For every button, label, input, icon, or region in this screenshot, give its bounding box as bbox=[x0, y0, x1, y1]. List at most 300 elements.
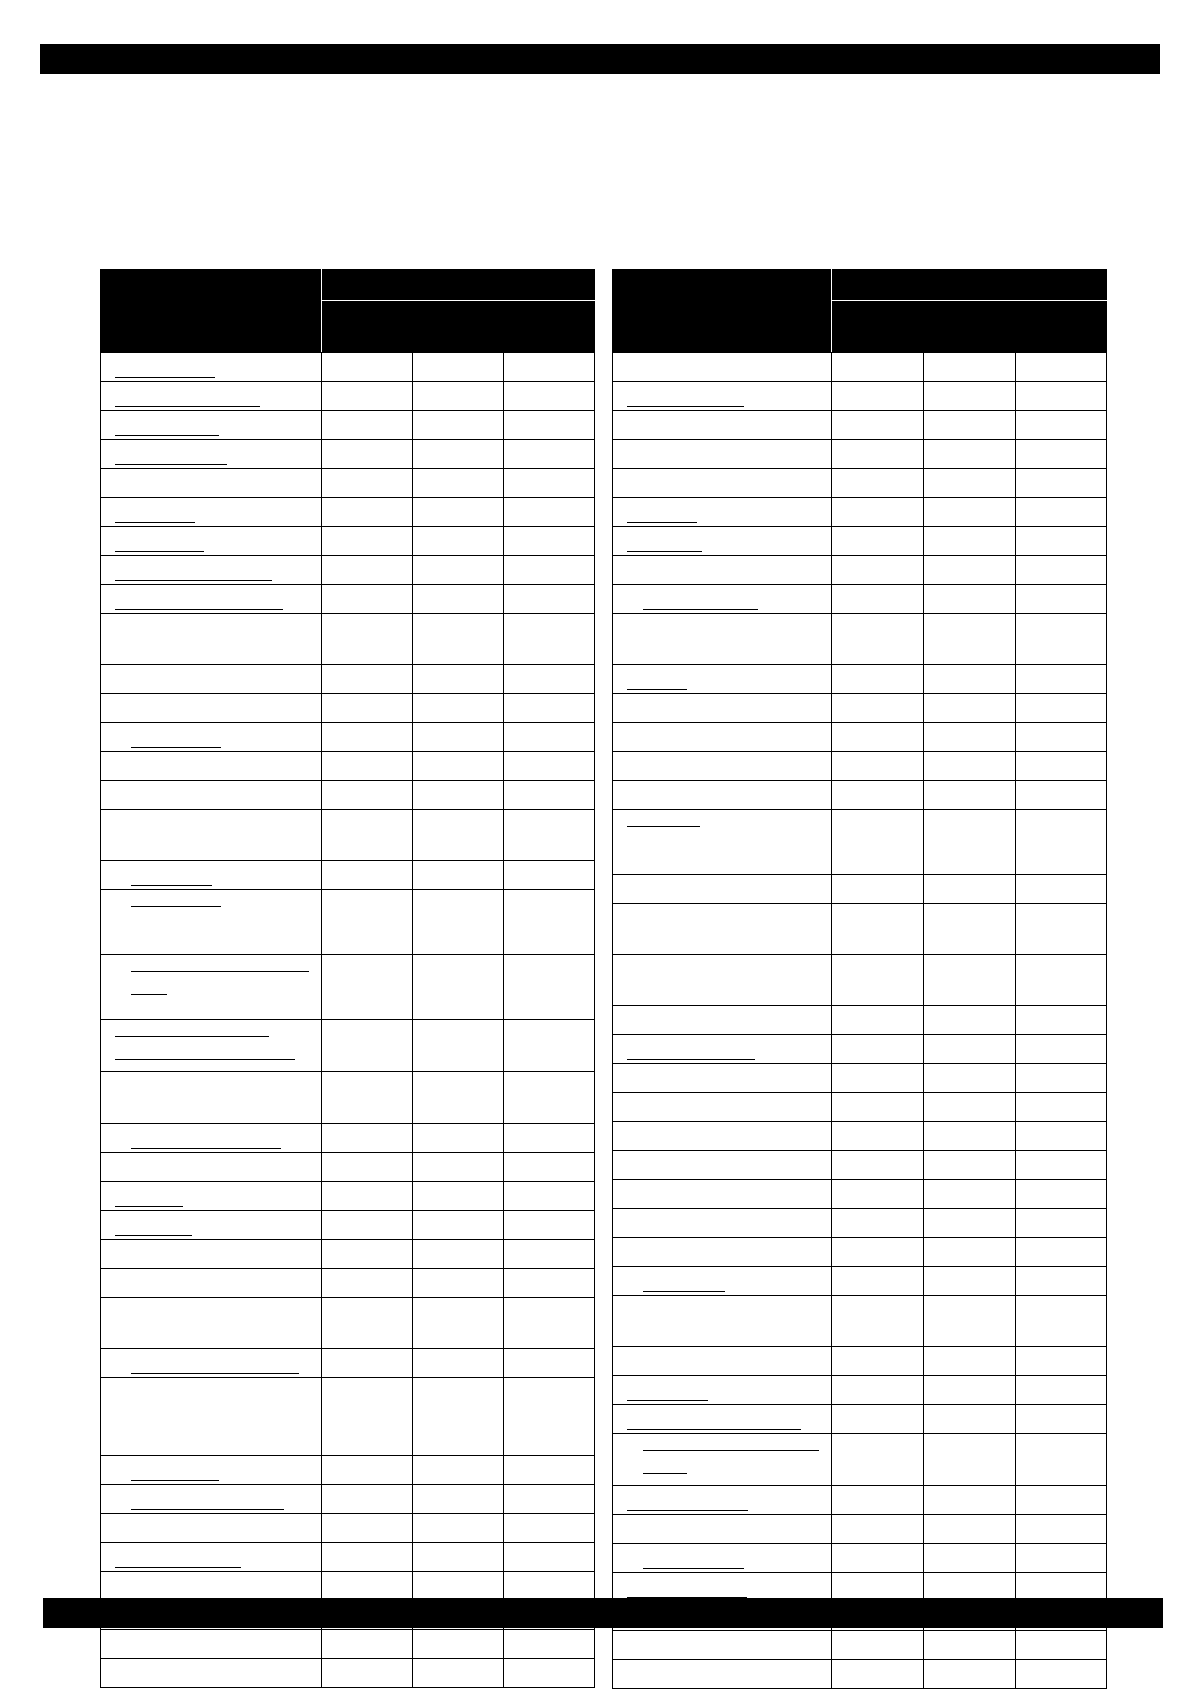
table-cell bbox=[504, 1485, 595, 1514]
row-link[interactable] bbox=[115, 377, 215, 378]
table-row bbox=[613, 1544, 1107, 1573]
table-cell bbox=[1016, 353, 1107, 382]
row-link[interactable] bbox=[627, 689, 687, 690]
table-row bbox=[613, 1035, 1107, 1064]
row-name[interactable] bbox=[101, 440, 322, 469]
row-name[interactable] bbox=[101, 1543, 322, 1572]
table-cell bbox=[1016, 665, 1107, 694]
row-link[interactable] bbox=[627, 1400, 708, 1401]
row-link[interactable] bbox=[627, 1510, 748, 1511]
table-row bbox=[101, 723, 595, 752]
table-cell bbox=[832, 1238, 924, 1267]
header-col-1 bbox=[322, 301, 413, 353]
table-cell bbox=[504, 1182, 595, 1211]
row-name[interactable] bbox=[101, 1020, 322, 1072]
row-link[interactable] bbox=[115, 580, 272, 581]
table-cell bbox=[924, 810, 1016, 875]
table-cell bbox=[1016, 498, 1107, 527]
table-cell bbox=[924, 1064, 1016, 1093]
table-cell bbox=[413, 1298, 504, 1349]
table-cell bbox=[1016, 469, 1107, 498]
table-cell bbox=[832, 382, 924, 411]
table-cell bbox=[1016, 1486, 1107, 1515]
table-cell bbox=[504, 1072, 595, 1124]
table-cell bbox=[924, 1347, 1016, 1376]
table-cell bbox=[832, 1296, 924, 1347]
table-cell bbox=[1016, 1631, 1107, 1660]
table-cell bbox=[1016, 1347, 1107, 1376]
row-name bbox=[613, 469, 832, 498]
row-link[interactable] bbox=[115, 464, 227, 465]
row-link[interactable] bbox=[131, 1373, 299, 1374]
table-cell bbox=[832, 1486, 924, 1515]
row-name[interactable] bbox=[613, 1486, 832, 1515]
row-link[interactable] bbox=[115, 1206, 183, 1207]
row-name[interactable] bbox=[101, 1349, 322, 1378]
table-cell bbox=[924, 1631, 1016, 1660]
table-cell bbox=[504, 1630, 595, 1659]
row-link[interactable] bbox=[115, 406, 260, 407]
row-link[interactable] bbox=[627, 1429, 801, 1430]
table-cell bbox=[413, 1124, 504, 1153]
row-link[interactable] bbox=[131, 971, 309, 972]
row-link[interactable] bbox=[627, 406, 744, 407]
row-name bbox=[101, 1153, 322, 1182]
table-cell bbox=[832, 1434, 924, 1486]
table-row bbox=[613, 1093, 1107, 1122]
table-row bbox=[613, 1434, 1107, 1486]
row-name bbox=[613, 1180, 832, 1209]
table-cell bbox=[924, 1122, 1016, 1151]
header-col-1 bbox=[832, 301, 924, 353]
table-row bbox=[613, 904, 1107, 955]
table-cell bbox=[322, 1572, 413, 1601]
row-name[interactable] bbox=[101, 556, 322, 585]
table-row bbox=[101, 614, 595, 665]
table-row bbox=[101, 353, 595, 382]
table-cell bbox=[924, 875, 1016, 904]
table-cell bbox=[504, 1378, 595, 1456]
table-cell bbox=[322, 1485, 413, 1514]
row-link[interactable] bbox=[643, 1291, 725, 1292]
table-cell bbox=[413, 614, 504, 665]
row-name bbox=[101, 1072, 322, 1124]
table-cell bbox=[322, 498, 413, 527]
table-cell bbox=[832, 810, 924, 875]
row-link[interactable] bbox=[131, 885, 212, 886]
row-name[interactable] bbox=[613, 1544, 832, 1573]
table-cell bbox=[924, 1006, 1016, 1035]
table-cell bbox=[832, 1209, 924, 1238]
table-row bbox=[613, 810, 1107, 875]
table-cell bbox=[832, 585, 924, 614]
table-cell bbox=[1016, 1064, 1107, 1093]
table-row bbox=[613, 382, 1107, 411]
row-link[interactable] bbox=[131, 1148, 281, 1149]
row-name bbox=[613, 1660, 832, 1689]
table-cell bbox=[504, 585, 595, 614]
table-cell bbox=[1016, 1180, 1107, 1209]
table-cell bbox=[832, 1122, 924, 1151]
row-name bbox=[613, 752, 832, 781]
table-row bbox=[101, 955, 595, 1020]
table-row bbox=[613, 1296, 1107, 1347]
row-link[interactable] bbox=[627, 551, 702, 552]
table-cell bbox=[322, 1630, 413, 1659]
table-cell bbox=[1016, 1434, 1107, 1486]
row-name[interactable] bbox=[613, 810, 832, 875]
row-name[interactable] bbox=[613, 382, 832, 411]
table-row bbox=[101, 1349, 595, 1378]
header-name-cell bbox=[101, 270, 322, 353]
row-name bbox=[101, 1378, 322, 1456]
table-cell bbox=[832, 1267, 924, 1296]
table-row bbox=[613, 1122, 1107, 1151]
table-cell bbox=[413, 1240, 504, 1269]
table-cell bbox=[322, 411, 413, 440]
table-cell bbox=[413, 1456, 504, 1485]
row-name bbox=[613, 614, 832, 665]
row-name[interactable] bbox=[101, 890, 322, 955]
table-cell bbox=[924, 1660, 1016, 1689]
row-name[interactable] bbox=[101, 498, 322, 527]
table-cell bbox=[413, 382, 504, 411]
row-name[interactable] bbox=[101, 1456, 322, 1485]
table-cell bbox=[504, 665, 595, 694]
table-cell bbox=[832, 1660, 924, 1689]
row-name bbox=[613, 1209, 832, 1238]
table-row bbox=[613, 781, 1107, 810]
table-cell bbox=[322, 1456, 413, 1485]
table-cell bbox=[322, 1269, 413, 1298]
table-cell bbox=[924, 1209, 1016, 1238]
row-name bbox=[613, 955, 832, 1006]
row-name bbox=[101, 665, 322, 694]
table-row bbox=[613, 1267, 1107, 1296]
table-cell bbox=[322, 527, 413, 556]
row-name[interactable] bbox=[613, 665, 832, 694]
row-link[interactable] bbox=[643, 609, 758, 610]
row-link[interactable] bbox=[627, 1059, 755, 1060]
row-name[interactable] bbox=[613, 1267, 832, 1296]
table-cell bbox=[322, 1378, 413, 1456]
table-cell bbox=[413, 1378, 504, 1456]
table-cell bbox=[322, 1240, 413, 1269]
header-name-cell bbox=[613, 270, 832, 353]
row-name[interactable] bbox=[101, 1211, 322, 1240]
table-row bbox=[613, 1376, 1107, 1405]
table-cell bbox=[413, 353, 504, 382]
table-row bbox=[101, 440, 595, 469]
table-cell bbox=[832, 353, 924, 382]
table-cell bbox=[413, 1485, 504, 1514]
header-col-3 bbox=[504, 301, 595, 353]
parts-table-right bbox=[612, 269, 1107, 1689]
table-cell bbox=[504, 382, 595, 411]
row-name bbox=[613, 1064, 832, 1093]
row-link[interactable] bbox=[643, 1450, 819, 1451]
table-cell bbox=[1016, 1035, 1107, 1064]
row-name[interactable] bbox=[101, 527, 322, 556]
row-link[interactable] bbox=[115, 609, 283, 610]
table-cell bbox=[504, 556, 595, 585]
table-cell bbox=[504, 1456, 595, 1485]
table-cell bbox=[413, 469, 504, 498]
table-cell bbox=[924, 1376, 1016, 1405]
table-row bbox=[101, 890, 595, 955]
table-cell bbox=[413, 665, 504, 694]
row-link[interactable] bbox=[115, 435, 219, 436]
row-name bbox=[613, 1151, 832, 1180]
row-name[interactable] bbox=[613, 498, 832, 527]
table-cell bbox=[322, 694, 413, 723]
table-row bbox=[101, 861, 595, 890]
table-cell bbox=[504, 1211, 595, 1240]
row-name bbox=[613, 723, 832, 752]
table-cell bbox=[832, 1347, 924, 1376]
table-cell bbox=[832, 527, 924, 556]
row-name[interactable] bbox=[613, 1405, 832, 1434]
table-cell bbox=[1016, 1267, 1107, 1296]
table-row bbox=[613, 665, 1107, 694]
table-cell bbox=[1016, 955, 1107, 1006]
table-cell bbox=[1016, 1405, 1107, 1434]
table-cell bbox=[832, 875, 924, 904]
table-cell bbox=[1016, 694, 1107, 723]
table-cell bbox=[322, 890, 413, 955]
row-name[interactable] bbox=[101, 861, 322, 890]
table-row bbox=[613, 1405, 1107, 1434]
table-row bbox=[613, 527, 1107, 556]
table-cell bbox=[504, 440, 595, 469]
table-row bbox=[101, 1153, 595, 1182]
table-cell bbox=[413, 1153, 504, 1182]
table-cell bbox=[322, 955, 413, 1020]
table-row bbox=[101, 382, 595, 411]
table-row bbox=[101, 1572, 595, 1601]
table-cell bbox=[322, 1182, 413, 1211]
table-cell bbox=[1016, 382, 1107, 411]
row-name[interactable] bbox=[101, 1182, 322, 1211]
table-cell bbox=[1016, 585, 1107, 614]
table-row bbox=[101, 1514, 595, 1543]
table-cell bbox=[1016, 1660, 1107, 1689]
row-name bbox=[101, 810, 322, 861]
table-cell bbox=[832, 411, 924, 440]
header-col-2 bbox=[413, 301, 504, 353]
table-row bbox=[101, 810, 595, 861]
table-cell bbox=[832, 1515, 924, 1544]
table-cell bbox=[924, 1267, 1016, 1296]
row-link[interactable] bbox=[131, 906, 221, 907]
row-link[interactable] bbox=[643, 1568, 744, 1569]
table-cell bbox=[924, 614, 1016, 665]
table-cell bbox=[504, 890, 595, 955]
row-name[interactable] bbox=[613, 585, 832, 614]
table-cell bbox=[504, 1349, 595, 1378]
table-cell bbox=[924, 1434, 1016, 1486]
table-cell bbox=[1016, 781, 1107, 810]
row-name bbox=[101, 614, 322, 665]
table-row bbox=[101, 498, 595, 527]
row-link[interactable] bbox=[115, 1235, 192, 1236]
table-row bbox=[101, 1240, 595, 1269]
row-name bbox=[613, 353, 832, 382]
table-cell bbox=[322, 353, 413, 382]
table-cell bbox=[832, 1544, 924, 1573]
table-cell bbox=[322, 1124, 413, 1153]
footer-bar bbox=[43, 1598, 1163, 1628]
row-link[interactable] bbox=[627, 522, 697, 523]
table-cell bbox=[832, 665, 924, 694]
row-name[interactable] bbox=[101, 723, 322, 752]
row-link[interactable] bbox=[115, 1036, 269, 1037]
table-cell bbox=[322, 1514, 413, 1543]
row-name bbox=[613, 1631, 832, 1660]
table-cell bbox=[1016, 1006, 1107, 1035]
table-cell bbox=[832, 694, 924, 723]
row-name bbox=[101, 1514, 322, 1543]
table-cell bbox=[413, 861, 504, 890]
row-name bbox=[613, 1006, 832, 1035]
row-name bbox=[613, 440, 832, 469]
table-row bbox=[613, 1515, 1107, 1544]
table-cell bbox=[1016, 810, 1107, 875]
table-cell bbox=[924, 498, 1016, 527]
table-cell bbox=[924, 665, 1016, 694]
row-name[interactable] bbox=[101, 382, 322, 411]
row-link[interactable] bbox=[115, 1059, 295, 1060]
table-row bbox=[613, 1180, 1107, 1209]
table-row bbox=[613, 353, 1107, 382]
table-cell bbox=[924, 527, 1016, 556]
table-cell bbox=[832, 1093, 924, 1122]
table-cell bbox=[322, 382, 413, 411]
row-name bbox=[613, 1515, 832, 1544]
table-cell bbox=[322, 614, 413, 665]
table-row bbox=[613, 1486, 1107, 1515]
table-cell bbox=[832, 498, 924, 527]
row-link[interactable] bbox=[115, 551, 204, 552]
table-cell bbox=[504, 527, 595, 556]
row-name[interactable] bbox=[101, 1485, 322, 1514]
table-cell bbox=[1016, 1544, 1107, 1573]
table-cell bbox=[322, 440, 413, 469]
row-name[interactable] bbox=[101, 585, 322, 614]
table-cell bbox=[924, 382, 1016, 411]
row-link[interactable] bbox=[643, 1473, 687, 1474]
parts-table-left bbox=[100, 269, 595, 1688]
table-row bbox=[613, 955, 1107, 1006]
table-cell bbox=[504, 1124, 595, 1153]
table-cell bbox=[1016, 723, 1107, 752]
row-link[interactable] bbox=[131, 747, 221, 748]
row-name[interactable] bbox=[101, 1124, 322, 1153]
table-row bbox=[101, 1659, 595, 1688]
row-name[interactable] bbox=[613, 1434, 832, 1486]
table-row bbox=[613, 614, 1107, 665]
row-link[interactable] bbox=[115, 1567, 241, 1568]
table-cell bbox=[322, 810, 413, 861]
table-cell bbox=[504, 1514, 595, 1543]
table-row bbox=[613, 440, 1107, 469]
table-cell bbox=[413, 1269, 504, 1298]
row-name[interactable] bbox=[101, 353, 322, 382]
table-cell bbox=[504, 810, 595, 861]
table-row bbox=[613, 1006, 1107, 1035]
table-cell bbox=[504, 955, 595, 1020]
row-name bbox=[101, 1659, 322, 1688]
table-row bbox=[101, 752, 595, 781]
table-cell bbox=[1016, 752, 1107, 781]
table-row bbox=[101, 1072, 595, 1124]
table-row bbox=[613, 1209, 1107, 1238]
table-cell bbox=[504, 694, 595, 723]
table-cell bbox=[413, 527, 504, 556]
table-cell bbox=[1016, 411, 1107, 440]
row-name bbox=[101, 1240, 322, 1269]
table-cell bbox=[832, 904, 924, 955]
table-cell bbox=[322, 752, 413, 781]
table-cell bbox=[924, 1296, 1016, 1347]
row-link[interactable] bbox=[627, 826, 700, 827]
row-name bbox=[613, 904, 832, 955]
table-cell bbox=[924, 411, 1016, 440]
row-name[interactable] bbox=[613, 1376, 832, 1405]
row-link[interactable] bbox=[131, 994, 167, 995]
table-cell bbox=[832, 1631, 924, 1660]
row-name bbox=[613, 556, 832, 585]
row-name[interactable] bbox=[101, 411, 322, 440]
table-cell bbox=[413, 890, 504, 955]
row-link[interactable] bbox=[115, 522, 195, 523]
header-bar bbox=[40, 44, 1160, 74]
table-cell bbox=[924, 1035, 1016, 1064]
row-name[interactable] bbox=[101, 955, 322, 1020]
row-name bbox=[613, 1347, 832, 1376]
row-name[interactable] bbox=[613, 527, 832, 556]
table-row bbox=[613, 723, 1107, 752]
table-cell bbox=[924, 353, 1016, 382]
table-cell bbox=[924, 556, 1016, 585]
header-group-cell bbox=[832, 270, 1107, 301]
row-name[interactable] bbox=[613, 1035, 832, 1064]
table-cell bbox=[924, 585, 1016, 614]
table-cell bbox=[504, 498, 595, 527]
table-row bbox=[101, 556, 595, 585]
table-cell bbox=[1016, 1122, 1107, 1151]
table-cell bbox=[413, 1514, 504, 1543]
table-cell bbox=[413, 440, 504, 469]
table-cell bbox=[413, 556, 504, 585]
row-link[interactable] bbox=[131, 1509, 284, 1510]
table-cell bbox=[413, 694, 504, 723]
row-name bbox=[101, 1630, 322, 1659]
table-row bbox=[101, 1269, 595, 1298]
table-cell bbox=[413, 1349, 504, 1378]
table-cell bbox=[413, 411, 504, 440]
table-cell bbox=[1016, 440, 1107, 469]
table-cell bbox=[504, 1240, 595, 1269]
table-cell bbox=[924, 1544, 1016, 1573]
table-row bbox=[613, 469, 1107, 498]
table-cell bbox=[832, 781, 924, 810]
table-row bbox=[613, 411, 1107, 440]
row-link[interactable] bbox=[131, 1480, 219, 1481]
row-name bbox=[613, 411, 832, 440]
table-cell bbox=[832, 1006, 924, 1035]
table-row bbox=[613, 498, 1107, 527]
